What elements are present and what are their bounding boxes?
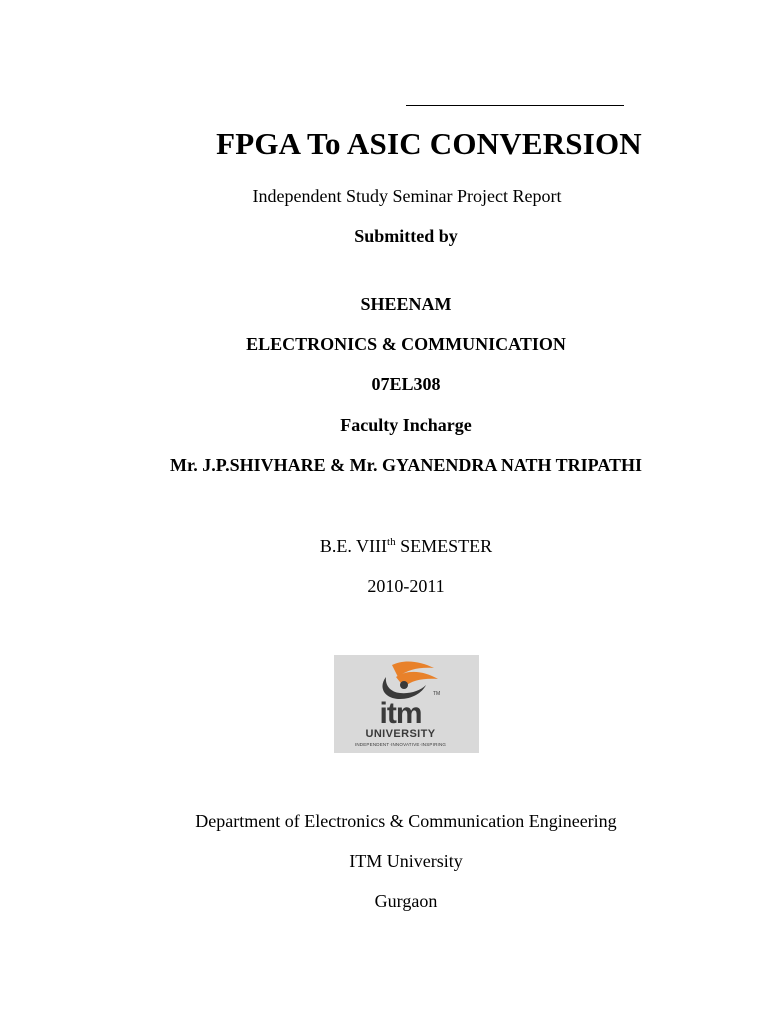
branch-name: ELECTRONICS & COMMUNICATION — [246, 334, 566, 354]
semester-line — [22, 536, 768, 557]
university-name: ITM University — [349, 851, 463, 871]
report-subtitle: Independent Study Seminar Project Report — [252, 186, 562, 206]
logo-university-word: UNIVERSITY — [365, 728, 436, 740]
logo-wordmark: itm — [379, 697, 422, 730]
student-name: SHEENAM — [360, 294, 452, 314]
academic-session: 2010-2011 — [367, 576, 445, 596]
itm-university-logo — [334, 655, 479, 753]
logo-dot — [400, 681, 408, 689]
faculty-incharge-label: Faculty Incharge — [340, 415, 472, 435]
semester-prefix: B.E. VIII — [319, 536, 388, 556]
roll-number: 07EL308 — [371, 374, 441, 394]
report-title: FPGA To ASIC CONVERSION — [216, 126, 642, 161]
faculty-names: Mr. J.P.SHIVHARE & Mr. GYANENDRA NATH TRIPATHI — [169, 455, 643, 475]
logo-tagline: INDEPENDENT·INNOVATIVE·INSPIRING — [354, 742, 447, 747]
top-rule-line — [406, 105, 624, 106]
department-name: Department of Electronics & Communication Engineering — [195, 811, 617, 831]
logo-trademark: TM — [433, 691, 441, 697]
semester-superscript: th — [387, 536, 396, 548]
city-name: Gurgaon — [374, 891, 438, 911]
semester-suffix: SEMESTER — [395, 536, 493, 556]
submitted-by-label: Submitted by — [354, 226, 458, 246]
